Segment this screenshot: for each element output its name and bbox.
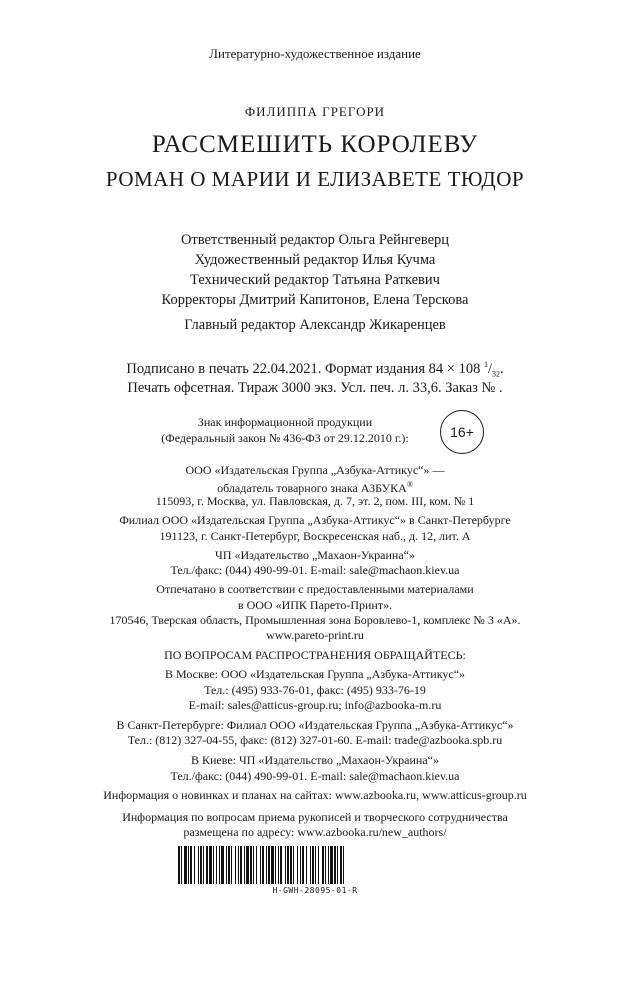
publisher-line: ООО «Издательская Группа „Азбука-Аттикус“» — bbox=[185, 463, 445, 477]
barcode-bar bbox=[297, 846, 298, 884]
barcode-bar bbox=[312, 846, 314, 884]
barcode-bar bbox=[244, 846, 245, 884]
barcode-bar bbox=[256, 846, 257, 884]
distribution-line: Тел.: (495) 933-76-01, факс: (495) 933-76-19 bbox=[204, 683, 426, 697]
barcode-bar bbox=[213, 846, 214, 884]
barcode-bar bbox=[300, 846, 301, 884]
staff-line: Технический редактор Татьяна Раткевич bbox=[190, 272, 440, 288]
book-subtitle: РОМАН О МАРИИ И ЕЛИЗАВЕТЕ ТЮДОР bbox=[105, 167, 525, 191]
barcode-bar bbox=[318, 846, 319, 884]
barcode-bar bbox=[188, 846, 189, 884]
distribution-line: Тел.: (812) 327-04-55, факс: (812) 327-01-60. E-mail: trade@azbooka.spb.ru bbox=[127, 733, 503, 747]
barcode-bar bbox=[337, 846, 338, 884]
distribution-line: E-mail: sales@atticus-group.ru; info@azbooka-m.ru bbox=[188, 698, 442, 712]
barcode-bar bbox=[328, 846, 329, 884]
barcode-bar bbox=[181, 846, 182, 884]
barcode-bar bbox=[325, 846, 326, 884]
publisher-line: 191123, г. Санкт-Петербург, Воскресенская наб., д. 12, лит. А bbox=[159, 529, 471, 543]
age-rating-badge: 16+ bbox=[440, 410, 484, 454]
barcode-bar bbox=[340, 846, 342, 884]
barcode-bar bbox=[315, 846, 316, 884]
publisher-line: www.pareto-print.ru bbox=[266, 628, 364, 642]
print-info-line1: Подписано в печать 22.04.2021. Формат издания 84 × 108 $^1/_{32}$. bbox=[126, 360, 504, 379]
barcode-bar bbox=[302, 846, 304, 884]
info-sign-text: Знак информационной продукции (Федеральный закон № 436-ФЗ от 29.12.2010 г.): bbox=[161, 415, 409, 445]
publisher-line: Филиал ООО «Издательская Группа „Азбука-Аттикус“» в Санкт-Петербурге bbox=[119, 513, 511, 527]
book-title: РАССМЕШИТЬ КОРОЛЕВУ bbox=[151, 131, 479, 158]
chief-editor: Главный редактор Александр Жикаренцев bbox=[184, 317, 446, 333]
barcode-bar bbox=[216, 846, 217, 884]
distribution-line: В Санкт-Петербурге: Филиал ООО «Издательская Группа „Азбука-Аттикус“» bbox=[116, 718, 514, 732]
barcode-bar bbox=[221, 846, 224, 884]
barcode-bar bbox=[278, 846, 279, 884]
barcode-bar bbox=[178, 846, 180, 884]
barcode-bar bbox=[184, 846, 187, 884]
barcode-bar bbox=[226, 846, 227, 884]
publisher-line: Отпечатано в соответствии с предоставленными материалами bbox=[156, 582, 474, 596]
barcode-bar bbox=[194, 846, 195, 884]
barcode-bar bbox=[287, 846, 289, 884]
barcode-bar bbox=[293, 846, 294, 884]
barcode-bar bbox=[262, 846, 264, 884]
manuscripts-info: размещена по адресу: www.azbooka.ru/new_authors/ bbox=[183, 825, 447, 839]
barcode-bar bbox=[228, 846, 230, 884]
barcode-bar bbox=[260, 846, 261, 884]
barcode-bar bbox=[231, 846, 232, 884]
barcode-bar bbox=[306, 846, 307, 884]
barcode-bar bbox=[238, 846, 239, 884]
staff-line: Корректоры Дмитрий Капитонов, Елена Терскова bbox=[161, 292, 469, 308]
staff-line: Ответственный редактор Ольга Рейнгеверц bbox=[180, 232, 450, 248]
publisher-line: обладатель товарного знака АЗБУКА® bbox=[217, 480, 413, 495]
print-info-line2: Печать офсетная. Тираж 3000 экз. Усл. печ. л. 33,6. Заказ № . bbox=[127, 380, 503, 396]
manuscripts-info: Информация по вопросам приема рукописей и творческого сотрудничества bbox=[122, 810, 508, 824]
barcode-bar bbox=[280, 846, 282, 884]
barcode-bar bbox=[268, 846, 270, 884]
barcode-bar bbox=[310, 846, 311, 884]
edition-type: Литературно-художественное издание bbox=[209, 46, 421, 61]
barcode-number: H-GWH-28095-01-R bbox=[272, 886, 358, 895]
barcode-bar bbox=[285, 846, 286, 884]
barcode-bar bbox=[200, 846, 202, 884]
distribution-line: В Киеве: ЧП «Издательство „Махаон-Украина“» bbox=[191, 753, 439, 767]
barcode-bar bbox=[246, 846, 249, 884]
distribution-line: Тел./факс: (044) 490-99-01. E-mail: sale@machaon.kiev.ua bbox=[170, 769, 460, 783]
barcode-bar bbox=[235, 846, 236, 884]
barcode-bar bbox=[206, 846, 208, 884]
barcode-bar bbox=[322, 846, 324, 884]
barcode-bar bbox=[334, 846, 336, 884]
barcode-bar bbox=[271, 846, 274, 884]
distribution-line: В Москве: ООО «Издательская Группа „Азбука-Аттикус“» bbox=[164, 667, 466, 681]
info-sign bbox=[0, 410, 630, 454]
author-name: ФИЛИППА ГРЕГОРИ bbox=[244, 104, 386, 119]
barcode bbox=[178, 846, 456, 884]
staff-line: Художественный редактор Илья Кучма bbox=[194, 252, 436, 268]
publisher-line: Тел./факс: (044) 490-99-01. E-mail: sale@machaon.kiev.ua bbox=[170, 563, 460, 577]
barcode-bar bbox=[275, 846, 276, 884]
distribution-heading: ПО ВОПРОСАМ РАСПРОСТРАНЕНИЯ ОБРАЩАЙТЕСЬ: bbox=[164, 648, 466, 662]
barcode-bar bbox=[290, 846, 292, 884]
barcode-bar bbox=[209, 846, 212, 884]
barcode-bar bbox=[240, 846, 242, 884]
barcode-bar bbox=[203, 846, 204, 884]
news-info: Информация о новинках и планах на сайтах: www.azbooka.ru, www.atticus-group.ru bbox=[103, 788, 527, 802]
barcode-bar bbox=[190, 846, 192, 884]
barcode-bar bbox=[330, 846, 333, 884]
barcode-bar bbox=[343, 846, 344, 884]
barcode-bar bbox=[253, 846, 254, 884]
publisher-line: 170546, Тверская область, Промышленная зона Боровлево-1, комплекс № 3 «А». bbox=[109, 613, 521, 627]
publisher-line: ЧП «Издательство „Махаон-Украина“» bbox=[215, 548, 415, 562]
registered-trademark-icon: ® bbox=[406, 480, 413, 489]
barcode-bar bbox=[266, 846, 267, 884]
publisher-line: 115093, г. Москва, ул. Павловская, д. 7, эт. 2, пом. III, ком. № 1 bbox=[155, 494, 475, 508]
barcode-bar bbox=[250, 846, 252, 884]
barcode-bar bbox=[219, 846, 220, 884]
publisher-line: в ООО «ИПК Парето-Принт». bbox=[237, 598, 393, 612]
barcode-bar bbox=[198, 846, 199, 884]
